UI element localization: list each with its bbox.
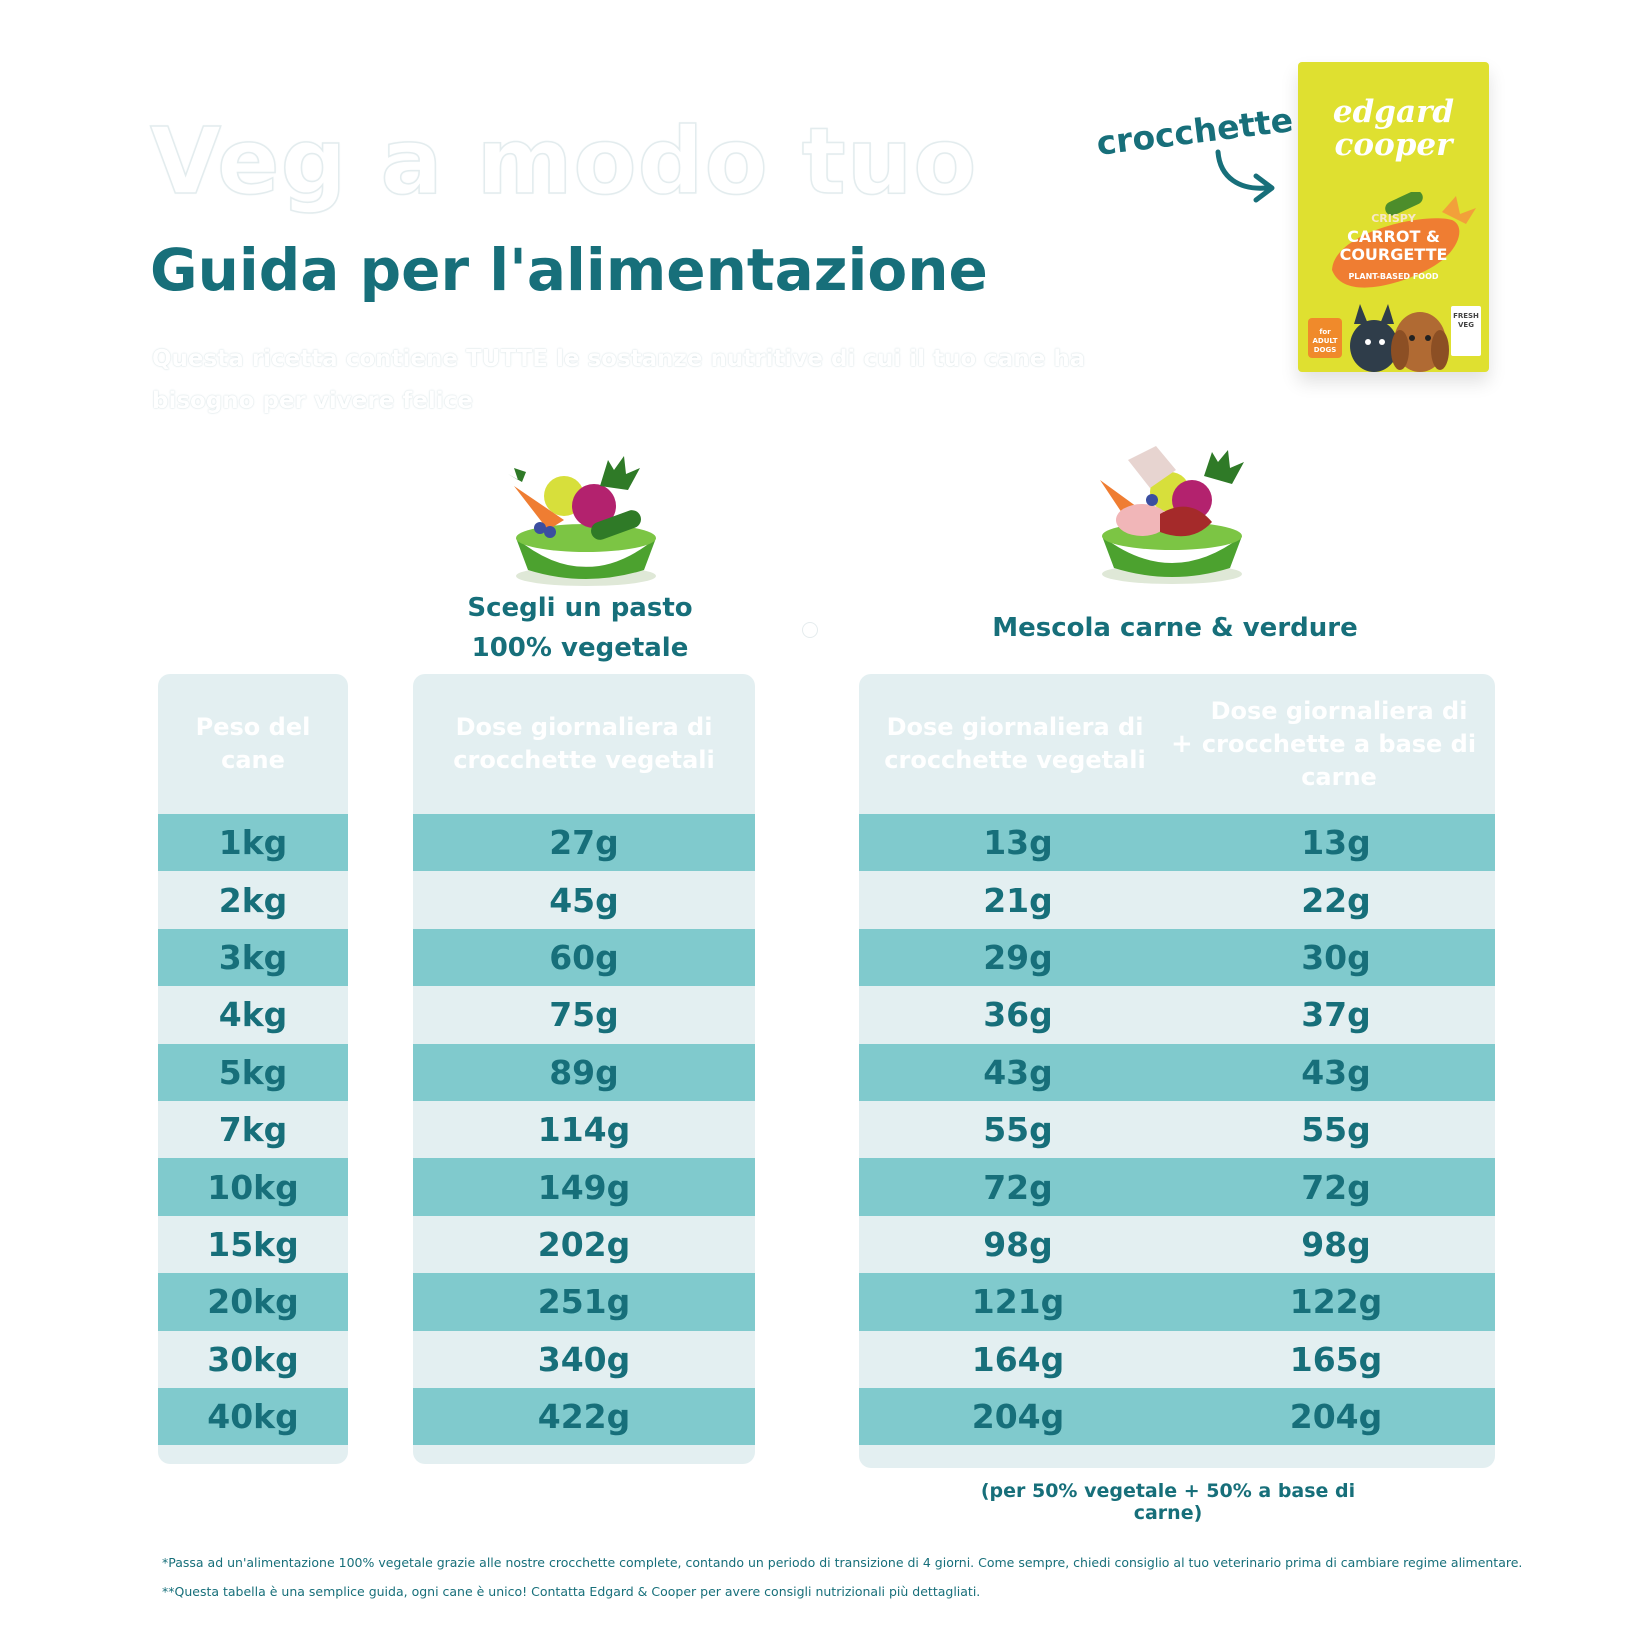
table-row	[158, 1273, 348, 1330]
table-row	[158, 986, 348, 1043]
table-row	[413, 929, 755, 986]
table-row	[158, 1158, 348, 1215]
table-row	[859, 1101, 1495, 1158]
weight-cell: 1kg	[218, 823, 288, 863]
weight-cell: 30kg	[207, 1339, 299, 1379]
table-row	[158, 1101, 348, 1158]
mix-header	[859, 674, 1495, 814]
footnote-2: **Questa tabella è una semplice guida, ogni cane è unico! Contatta Edgard & Cooper per avere consigli nutrizionali più dettagliati.	[162, 1584, 981, 1599]
intro-text: Questa ricetta contiene TUTTE le sostanze nutritive di cui il tuo cane ha bisogno per vivere felice	[152, 346, 1086, 414]
table-row	[859, 814, 1495, 871]
table-row	[859, 871, 1495, 928]
table-row	[413, 1158, 755, 1215]
mix-meat-cell: 122g	[1289, 1282, 1383, 1322]
veg-dose-cell: 202g	[537, 1224, 631, 1264]
plus-sign: +	[1171, 729, 1193, 759]
veg-dose-cell: 89g	[549, 1052, 619, 1092]
mix-meat-cell: 55g	[1301, 1110, 1371, 1150]
table-row	[413, 1388, 755, 1445]
mix-veg-cell: 55g	[983, 1110, 1053, 1150]
veg-dose-cell: 251g	[537, 1282, 631, 1322]
hero-title: Veg a modo tuo	[150, 108, 978, 215]
bag-line: PLANT-BASED FOOD	[1348, 272, 1439, 281]
mix-meat-header: Dose giornaliera di crocchette a base di carne	[1201, 696, 1477, 791]
weight-column	[158, 674, 348, 1464]
table-row	[158, 1216, 348, 1273]
guide-title: Guida per l'alimentazione	[150, 236, 988, 304]
weight-cell: 20kg	[207, 1282, 299, 1322]
mix-meat-cell: 165g	[1289, 1339, 1383, 1379]
table-row	[413, 1101, 755, 1158]
veg-dose-cell: 114g	[537, 1110, 631, 1150]
veg-dose-header: Dose giornaliera di crocchette vegetali	[453, 713, 715, 774]
weight-cell: 40kg	[207, 1397, 299, 1437]
veg-dose-cell: 340g	[537, 1339, 631, 1379]
table-row	[413, 814, 755, 871]
weight-cell: 4kg	[218, 995, 288, 1035]
weight-header: Peso del cane	[195, 713, 311, 774]
table-row	[413, 986, 755, 1043]
product-bag-image	[1298, 62, 1489, 372]
mix-veg-cell: 121g	[971, 1282, 1065, 1322]
meat-vegetable-bowl-icon	[1080, 440, 1260, 588]
table-row	[413, 1273, 755, 1330]
footnote-1: *Passa ad un'alimentazione 100% vegetale grazie alle nostre crocchette complete, contando un periodo di transizione di 4 giorni. Come sempre, chiedi consiglio al tuo veterinario prima di cambiare regime alimentare.	[162, 1555, 1523, 1570]
weight-cell: 7kg	[218, 1110, 288, 1150]
vegan-section-heading: Scegli un pasto 100% vegetale	[467, 593, 693, 663]
mix-dose-rows	[859, 814, 1495, 1445]
mix-meat-cell: 30g	[1301, 937, 1371, 977]
weight-cell: 15kg	[207, 1224, 299, 1264]
mix-meat-cell: 204g	[1289, 1397, 1383, 1437]
bag-adult-badge: for ADULT DOGS	[1308, 318, 1342, 358]
table-row	[859, 1044, 1495, 1101]
curved-arrow-icon	[1210, 148, 1282, 204]
mix-veg-cell: 98g	[983, 1224, 1053, 1264]
mix-veg-header: Dose giornaliera di crocchette vegetali	[884, 713, 1146, 774]
table-row	[859, 986, 1495, 1043]
table-row	[158, 871, 348, 928]
table-row	[859, 929, 1495, 986]
weight-rows	[158, 814, 348, 1445]
table-row	[158, 929, 348, 986]
mix-veg-cell: 21g	[983, 880, 1053, 920]
bag-fresh-veg-sign: FRESH VEG	[1451, 306, 1481, 356]
weight-cell: 5kg	[218, 1052, 288, 1092]
dogs-illustration-icon	[1342, 294, 1452, 372]
veg-dose-cell: 27g	[549, 823, 619, 863]
table-row	[158, 814, 348, 871]
veg-dose-cell: 45g	[549, 880, 619, 920]
weight-cell: 2kg	[218, 880, 288, 920]
bag-brand-logo: edgard cooper	[1332, 94, 1455, 163]
mix-section-heading: Mescola carne & verdure	[992, 613, 1358, 643]
mix-meat-cell: 37g	[1301, 995, 1371, 1035]
table-row	[859, 1273, 1495, 1330]
bag-flavor-top: CRISPY	[1371, 212, 1416, 225]
vegetable-bowl-icon	[494, 446, 674, 594]
veg-dose-rows	[413, 814, 755, 1445]
mix-meat-cell: 72g	[1301, 1167, 1371, 1207]
veg-dose-cell: 422g	[537, 1397, 631, 1437]
decorative-dot	[802, 622, 818, 638]
table-row	[413, 1331, 755, 1388]
table-row	[413, 1216, 755, 1273]
table-row	[158, 1388, 348, 1445]
table-row	[859, 1158, 1495, 1215]
mix-veg-cell: 29g	[983, 937, 1053, 977]
mix-meat-cell: 22g	[1301, 880, 1371, 920]
mix-meat-cell: 43g	[1301, 1052, 1371, 1092]
table-row	[859, 1216, 1495, 1273]
table-row	[158, 1331, 348, 1388]
mix-veg-cell: 164g	[971, 1339, 1065, 1379]
table-row	[158, 1044, 348, 1101]
mix-veg-cell: 13g	[983, 823, 1053, 863]
mix-veg-cell: 204g	[971, 1397, 1065, 1437]
veg-dose-cell: 149g	[537, 1167, 631, 1207]
mix-meat-cell: 98g	[1301, 1224, 1371, 1264]
weight-cell: 3kg	[218, 937, 288, 977]
mix-meat-cell: 13g	[1301, 823, 1371, 863]
product-callout-label: crocchette	[1094, 100, 1296, 163]
mix-note: (per 50% vegetale + 50% a base di carne)	[980, 1480, 1356, 1524]
weight-cell: 10kg	[207, 1167, 299, 1207]
table-row	[413, 871, 755, 928]
mix-veg-cell: 36g	[983, 995, 1053, 1035]
bag-flavor: CARROT & COURGETTE	[1339, 227, 1448, 264]
veg-dose-cell: 75g	[549, 995, 619, 1035]
table-row	[859, 1388, 1495, 1445]
mix-dose-column	[859, 674, 1495, 1468]
table-row	[859, 1331, 1495, 1388]
mix-veg-cell: 43g	[983, 1052, 1053, 1092]
table-row	[413, 1044, 755, 1101]
veg-dose-column	[413, 674, 755, 1464]
mix-veg-cell: 72g	[983, 1167, 1053, 1207]
veg-dose-cell: 60g	[549, 937, 619, 977]
